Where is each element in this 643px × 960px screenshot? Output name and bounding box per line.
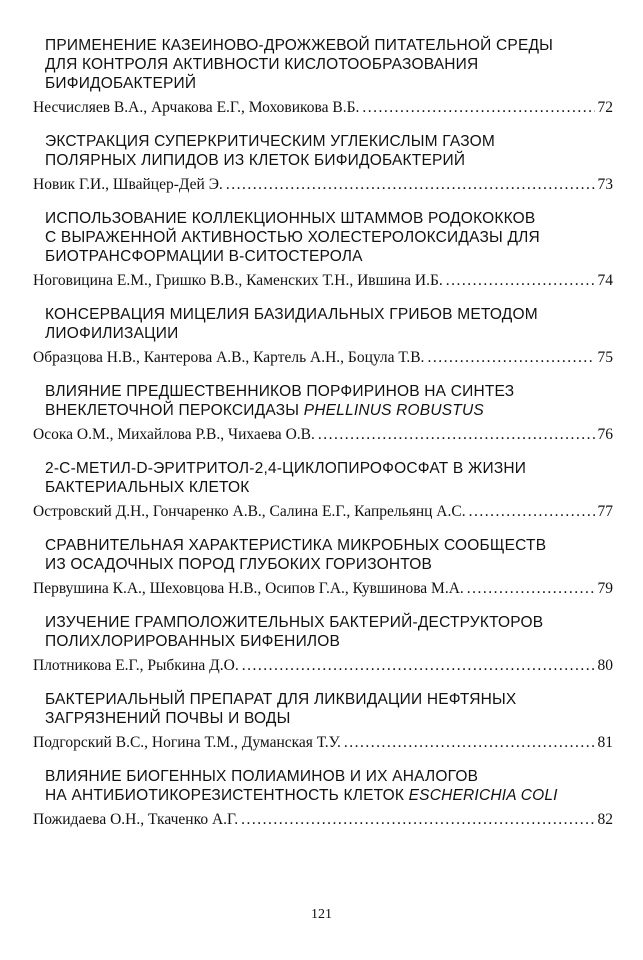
entry-page: 79	[597, 580, 613, 597]
entry-title-line	[45, 55, 613, 74]
entry-title	[45, 767, 613, 805]
authors-row	[33, 348, 613, 367]
dot-leader	[344, 733, 595, 752]
dot-leader	[446, 271, 595, 290]
authors-row	[33, 810, 613, 829]
entry-page: 74	[597, 272, 613, 289]
dot-leader	[226, 175, 595, 194]
authors-row	[33, 98, 613, 117]
title-text: БИОТРАНСФОРМАЦИИ В-СИТОСТЕРОЛА	[45, 248, 363, 265]
title-text: ВНЕКЛЕТОЧНОЙ ПЕРОКСИДАЗЫ	[45, 402, 304, 419]
entry-title	[45, 382, 613, 420]
title-text: КОНСЕРВАЦИЯ МИЦЕЛИЯ БАЗИДИАЛЬНЫХ ГРИБОВ МЕТОДОМ	[45, 306, 538, 323]
entry-authors: Осока О.М., Михайлова Р.В., Чихаева О.В.	[33, 426, 315, 443]
title-text: 2-С-МЕТИЛ-D-ЭРИТРИТОЛ-2,4-ЦИКЛОПИРОФОСФАТ В ЖИЗНИ	[45, 460, 527, 477]
table-of-contents	[33, 36, 613, 844]
dot-leader	[467, 579, 595, 598]
entry-title-line	[45, 151, 613, 170]
entry-title-line	[45, 74, 613, 93]
authors-row	[33, 502, 613, 521]
entry-title-line	[45, 247, 613, 266]
page-number: 121	[311, 907, 332, 922]
title-text: НА АНТИБИОТИКОРЕЗИСТЕНТНОСТЬ КЛЕТОК	[45, 787, 409, 804]
entry-title	[45, 536, 613, 574]
title-text: ДЛЯ КОНТРОЛЯ АКТИВНОСТИ КИСЛОТООБРАЗОВАНИЯ	[45, 56, 479, 73]
entry-title-line	[45, 632, 613, 651]
entry-page: 76	[597, 426, 613, 443]
entry-page: 73	[597, 176, 613, 193]
entry-authors: Пожидаева О.Н., Ткаченко А.Г.	[33, 811, 239, 828]
entry-title-line	[45, 709, 613, 728]
entry-title-line	[45, 209, 613, 228]
toc-entry	[33, 36, 613, 117]
title-text: СРАВНИТЕЛЬНАЯ ХАРАКТЕРИСТИКА МИКРОБНЫХ СООБЩЕСТВ	[45, 537, 547, 554]
title-text: С ВЫРАЖЕННОЙ АКТИВНОСТЬЮ ХОЛЕСТЕРОЛОКСИДАЗЫ ДЛЯ	[45, 229, 540, 246]
authors-row	[33, 656, 613, 675]
entry-title-line	[45, 305, 613, 324]
toc-entry	[33, 382, 613, 444]
toc-entry	[33, 690, 613, 752]
dot-leader	[318, 425, 595, 444]
title-text: БИФИДОБАКТЕРИЙ	[45, 75, 197, 92]
entry-title-line	[45, 324, 613, 343]
title-text: ПОЛИХЛОРИРОВАННЫХ БИФЕНИЛОВ	[45, 633, 341, 650]
entry-title	[45, 209, 613, 266]
entry-title-line	[45, 132, 613, 151]
toc-entry	[33, 132, 613, 194]
entry-page: 77	[597, 503, 613, 520]
toc-entry	[33, 459, 613, 521]
entry-title	[45, 613, 613, 651]
title-text: ИЗ ОСАДОЧНЫХ ПОРОД ГЛУБОКИХ ГОРИЗОНТОВ	[45, 556, 433, 573]
entry-title-line	[45, 555, 613, 574]
entry-title-line	[45, 401, 613, 420]
entry-title-line	[45, 459, 613, 478]
dot-leader	[241, 810, 594, 829]
entry-authors: Новик Г.И., Швайцер-Дей Э.	[33, 176, 223, 193]
entry-title-line	[45, 767, 613, 786]
species-name: PHELLINUS ROBUSTUS	[303, 402, 484, 419]
dot-leader	[427, 348, 594, 367]
toc-entry	[33, 767, 613, 829]
entry-title	[45, 459, 613, 497]
toc-entry	[33, 209, 613, 290]
entry-authors: Несчисляев В.А., Арчакова Е.Г., Моховикова В.Б.	[33, 99, 360, 116]
title-text: БАКТЕРИАЛЬНЫХ КЛЕТОК	[45, 479, 250, 496]
entry-title-line	[45, 786, 613, 805]
entry-authors: Островский Д.Н., Гончаренко А.В., Салина Е.Г., Капрельянц А.С.	[33, 503, 466, 520]
title-text: ИСПОЛЬЗОВАНИЕ КОЛЛЕКЦИОННЫХ ШТАММОВ РОДОКОККОВ	[45, 210, 536, 227]
entry-page: 80	[597, 657, 613, 674]
authors-row	[33, 733, 613, 752]
toc-entry	[33, 305, 613, 367]
title-text: ЗАГРЯЗНЕНИЙ ПОЧВЫ И ВОДЫ	[45, 710, 291, 727]
authors-row	[33, 175, 613, 194]
dot-leader	[469, 502, 595, 521]
authors-row	[33, 579, 613, 598]
entry-page: 72	[597, 99, 613, 116]
authors-row	[33, 425, 613, 444]
toc-entry	[33, 613, 613, 675]
entry-title-line	[45, 690, 613, 709]
entry-title	[45, 132, 613, 170]
entry-title-line	[45, 613, 613, 632]
title-text: ВЛИЯНИЕ БИОГЕННЫХ ПОЛИАМИНОВ И ИХ АНАЛОГОВ	[45, 768, 479, 785]
entry-page: 82	[597, 811, 613, 828]
title-text: ВЛИЯНИЕ ПРЕДШЕСТВЕННИКОВ ПОРФИРИНОВ НА СИНТЕЗ	[45, 383, 515, 400]
title-text: ЛИОФИЛИЗАЦИИ	[45, 325, 179, 342]
entry-authors: Подгорский В.С., Ногина Т.М., Думанская Т.У.	[33, 734, 341, 751]
toc-entry	[33, 536, 613, 598]
title-text: ИЗУЧЕНИЕ ГРАМПОЛОЖИТЕЛЬНЫХ БАКТЕРИЙ-ДЕСТРУКТОРОВ	[45, 614, 544, 631]
entry-title-line	[45, 536, 613, 555]
entry-title-line	[45, 228, 613, 247]
entry-title	[45, 36, 613, 93]
entry-authors: Образцова Н.В., Кантерова А.В., Картель А.Н., Боцула Т.В.	[33, 349, 425, 366]
species-name: ESCHERICHIA COLI	[408, 787, 558, 804]
authors-row	[33, 271, 613, 290]
entry-title	[45, 690, 613, 728]
title-text: БАКТЕРИАЛЬНЫЙ ПРЕПАРАТ ДЛЯ ЛИКВИДАЦИИ НЕФТЯНЫХ	[45, 691, 517, 708]
entry-authors: Первушина К.А., Шеховцова Н.В., Осипов Г.А., Кувшинова М.А.	[33, 580, 464, 597]
title-text: ПРИМЕНЕНИЕ КАЗЕИНОВО-ДРОЖЖЕВОЙ ПИТАТЕЛЬНОЙ СРЕДЫ	[45, 37, 554, 54]
entry-title-line	[45, 382, 613, 401]
title-text: ПОЛЯРНЫХ ЛИПИДОВ ИЗ КЛЕТОК БИФИДОБАКТЕРИЙ	[45, 152, 466, 169]
entry-authors: Плотникова Е.Г., Рыбкина Д.О.	[33, 657, 239, 674]
entry-title-line	[45, 36, 613, 55]
entry-page: 75	[597, 349, 613, 366]
dot-leader	[362, 98, 594, 117]
entry-page: 81	[597, 734, 613, 751]
entry-authors: Ноговицина Е.М., Гришко В.В., Каменских Т.Н., Ившина И.Б.	[33, 272, 443, 289]
dot-leader	[242, 656, 595, 675]
entry-title	[45, 305, 613, 343]
entry-title-line	[45, 478, 613, 497]
title-text: ЭКСТРАКЦИЯ СУПЕРКРИТИЧЕСКИМ УГЛЕКИСЛЫМ ГАЗОМ	[45, 133, 495, 150]
